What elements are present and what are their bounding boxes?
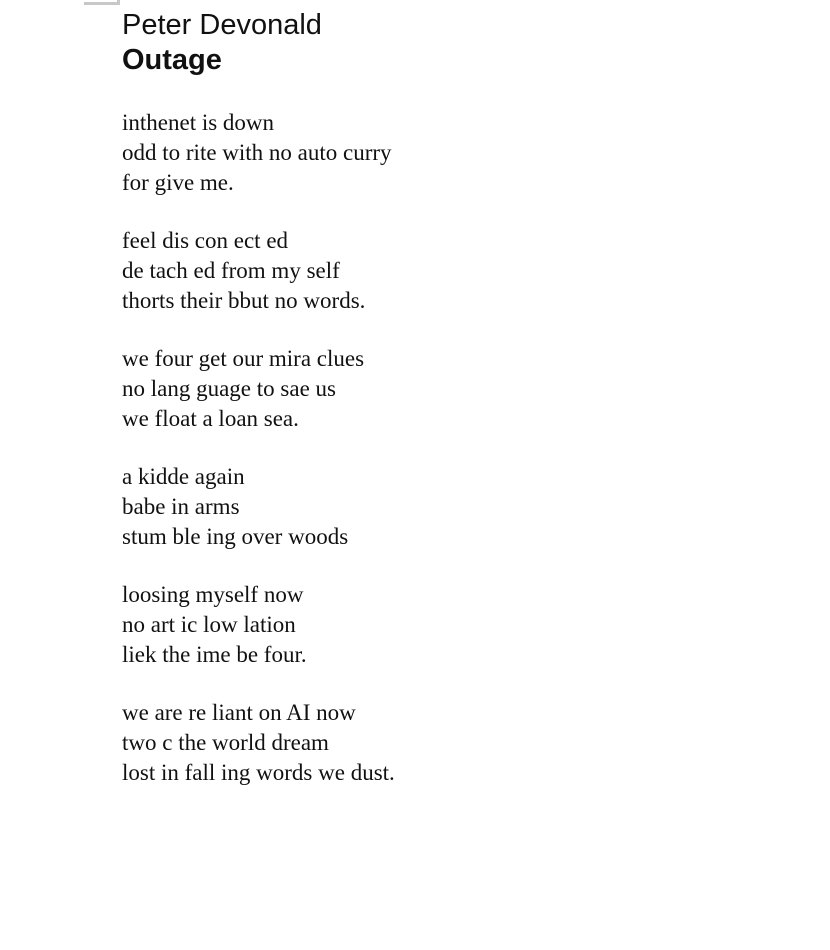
poem-line: de tach ed from my self [122, 258, 340, 283]
poem-line: two c the world dream [122, 730, 329, 755]
poem-line: stum ble ing over woods [122, 524, 349, 549]
poem-line: no lang guage to sae us [122, 376, 336, 401]
poem-line: babe in arms [122, 494, 240, 519]
stanza-1 [122, 108, 395, 198]
stanza-4 [122, 462, 395, 552]
poem-line: lost in fall ing words we dust. [122, 760, 395, 785]
poem-line: no art ic low lation [122, 612, 296, 637]
poem-line: we are re liant on AI now [122, 700, 356, 725]
poem-line: thorts their bbut no words. [122, 288, 366, 313]
poem-title: Outage [122, 44, 222, 76]
poem-line: we float a loan sea. [122, 406, 299, 431]
poem-line: liek the ime be four. [122, 642, 307, 667]
poem-line: inthenet is down [122, 110, 275, 135]
author-name: Peter Devonald [122, 9, 322, 41]
stanza-5 [122, 580, 395, 670]
poem-line: we four get our mira clues [122, 346, 365, 371]
poem-header [122, 8, 322, 78]
poem-line: feel dis con ect ed [122, 228, 289, 253]
poem-line: for give me. [122, 170, 234, 195]
poem-line: a kidde again [122, 464, 245, 489]
poem-body [122, 108, 395, 788]
stanza-6 [122, 698, 395, 788]
poem-line: odd to rite with no auto curry [122, 140, 392, 165]
stanza-3 [122, 344, 395, 434]
poem-line: loosing myself now [122, 582, 304, 607]
stanza-2 [122, 226, 395, 316]
page-corner-mark [84, 0, 120, 5]
